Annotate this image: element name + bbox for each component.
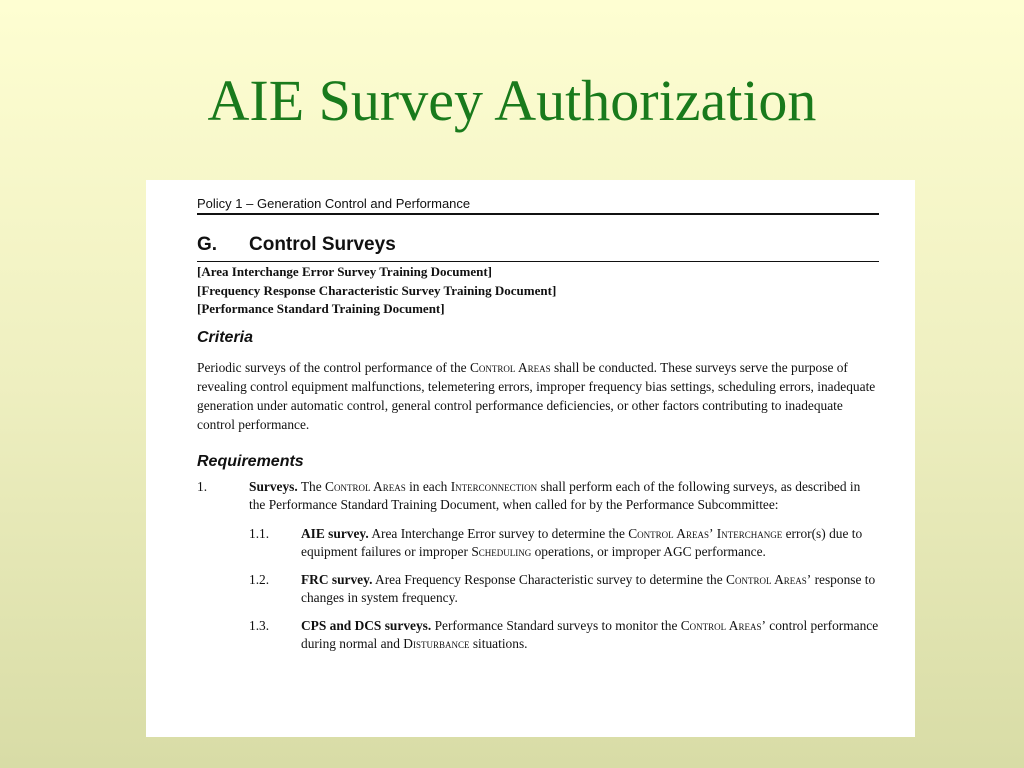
requirement-subitem: 1.3. CPS and DCS surveys. Performance Standard surveys to monitor the Control Areas’ control performance during normal and Disturbance situations. [249, 617, 879, 651]
requirements-heading: Requirements [197, 452, 304, 470]
document-body [197, 194, 879, 654]
reference-item: [Frequency Response Characteristic Survey Training Document] [197, 282, 557, 298]
criteria-heading: Criteria [197, 328, 254, 346]
item-number: 1. [197, 478, 208, 494]
document-scan [146, 180, 915, 737]
section-rule [197, 261, 879, 262]
reference-item: [Performance Standard Training Document] [197, 301, 445, 316]
subitem-number: 1.1. [249, 525, 270, 541]
section-letter: G. [197, 234, 218, 255]
subitem-number: 1.2. [249, 571, 270, 587]
section-title: Control Surveys [249, 234, 396, 255]
criteria-paragraph: Periodic surveys of the control performance of the Control Areas shall be conducted. These surveys serve the purpose of revealing control equipment malfunctions, telemetering errors, improper frequency bias settings, scheduling errors, inadequate generation under automatic control, general control performance deficiencies, or other factors contributing to inadequate control performance. [197, 359, 876, 432]
reference-list [197, 263, 879, 319]
policy-header: Policy 1 – Generation Control and Performance [197, 196, 471, 211]
requirement-subitem: 1.2. FRC survey. Area Frequency Response Characteristic survey to determine the Control Areas’ response to changes in system frequency. [249, 571, 876, 605]
section-heading [197, 233, 879, 257]
header-rule [197, 213, 879, 215]
reference-item: [Area Interchange Error Survey Training Document] [197, 264, 493, 279]
subitem-number: 1.3. [249, 617, 270, 633]
requirement-item: 1. Surveys. The Control Areas in each Interconnection shall perform each of the following surveys, as described in the Performance Standard Training Document, when called for by the Performance Subcommittee: [197, 478, 861, 512]
slide-title: AIE Survey Authorization [207, 68, 817, 133]
requirement-subitem: 1.1. AIE survey. Area Interchange Error survey to determine the Control Areas’ Interchange error(s) due to equipment failures or improper Scheduling operations, or improper AGC performance. [249, 525, 863, 559]
